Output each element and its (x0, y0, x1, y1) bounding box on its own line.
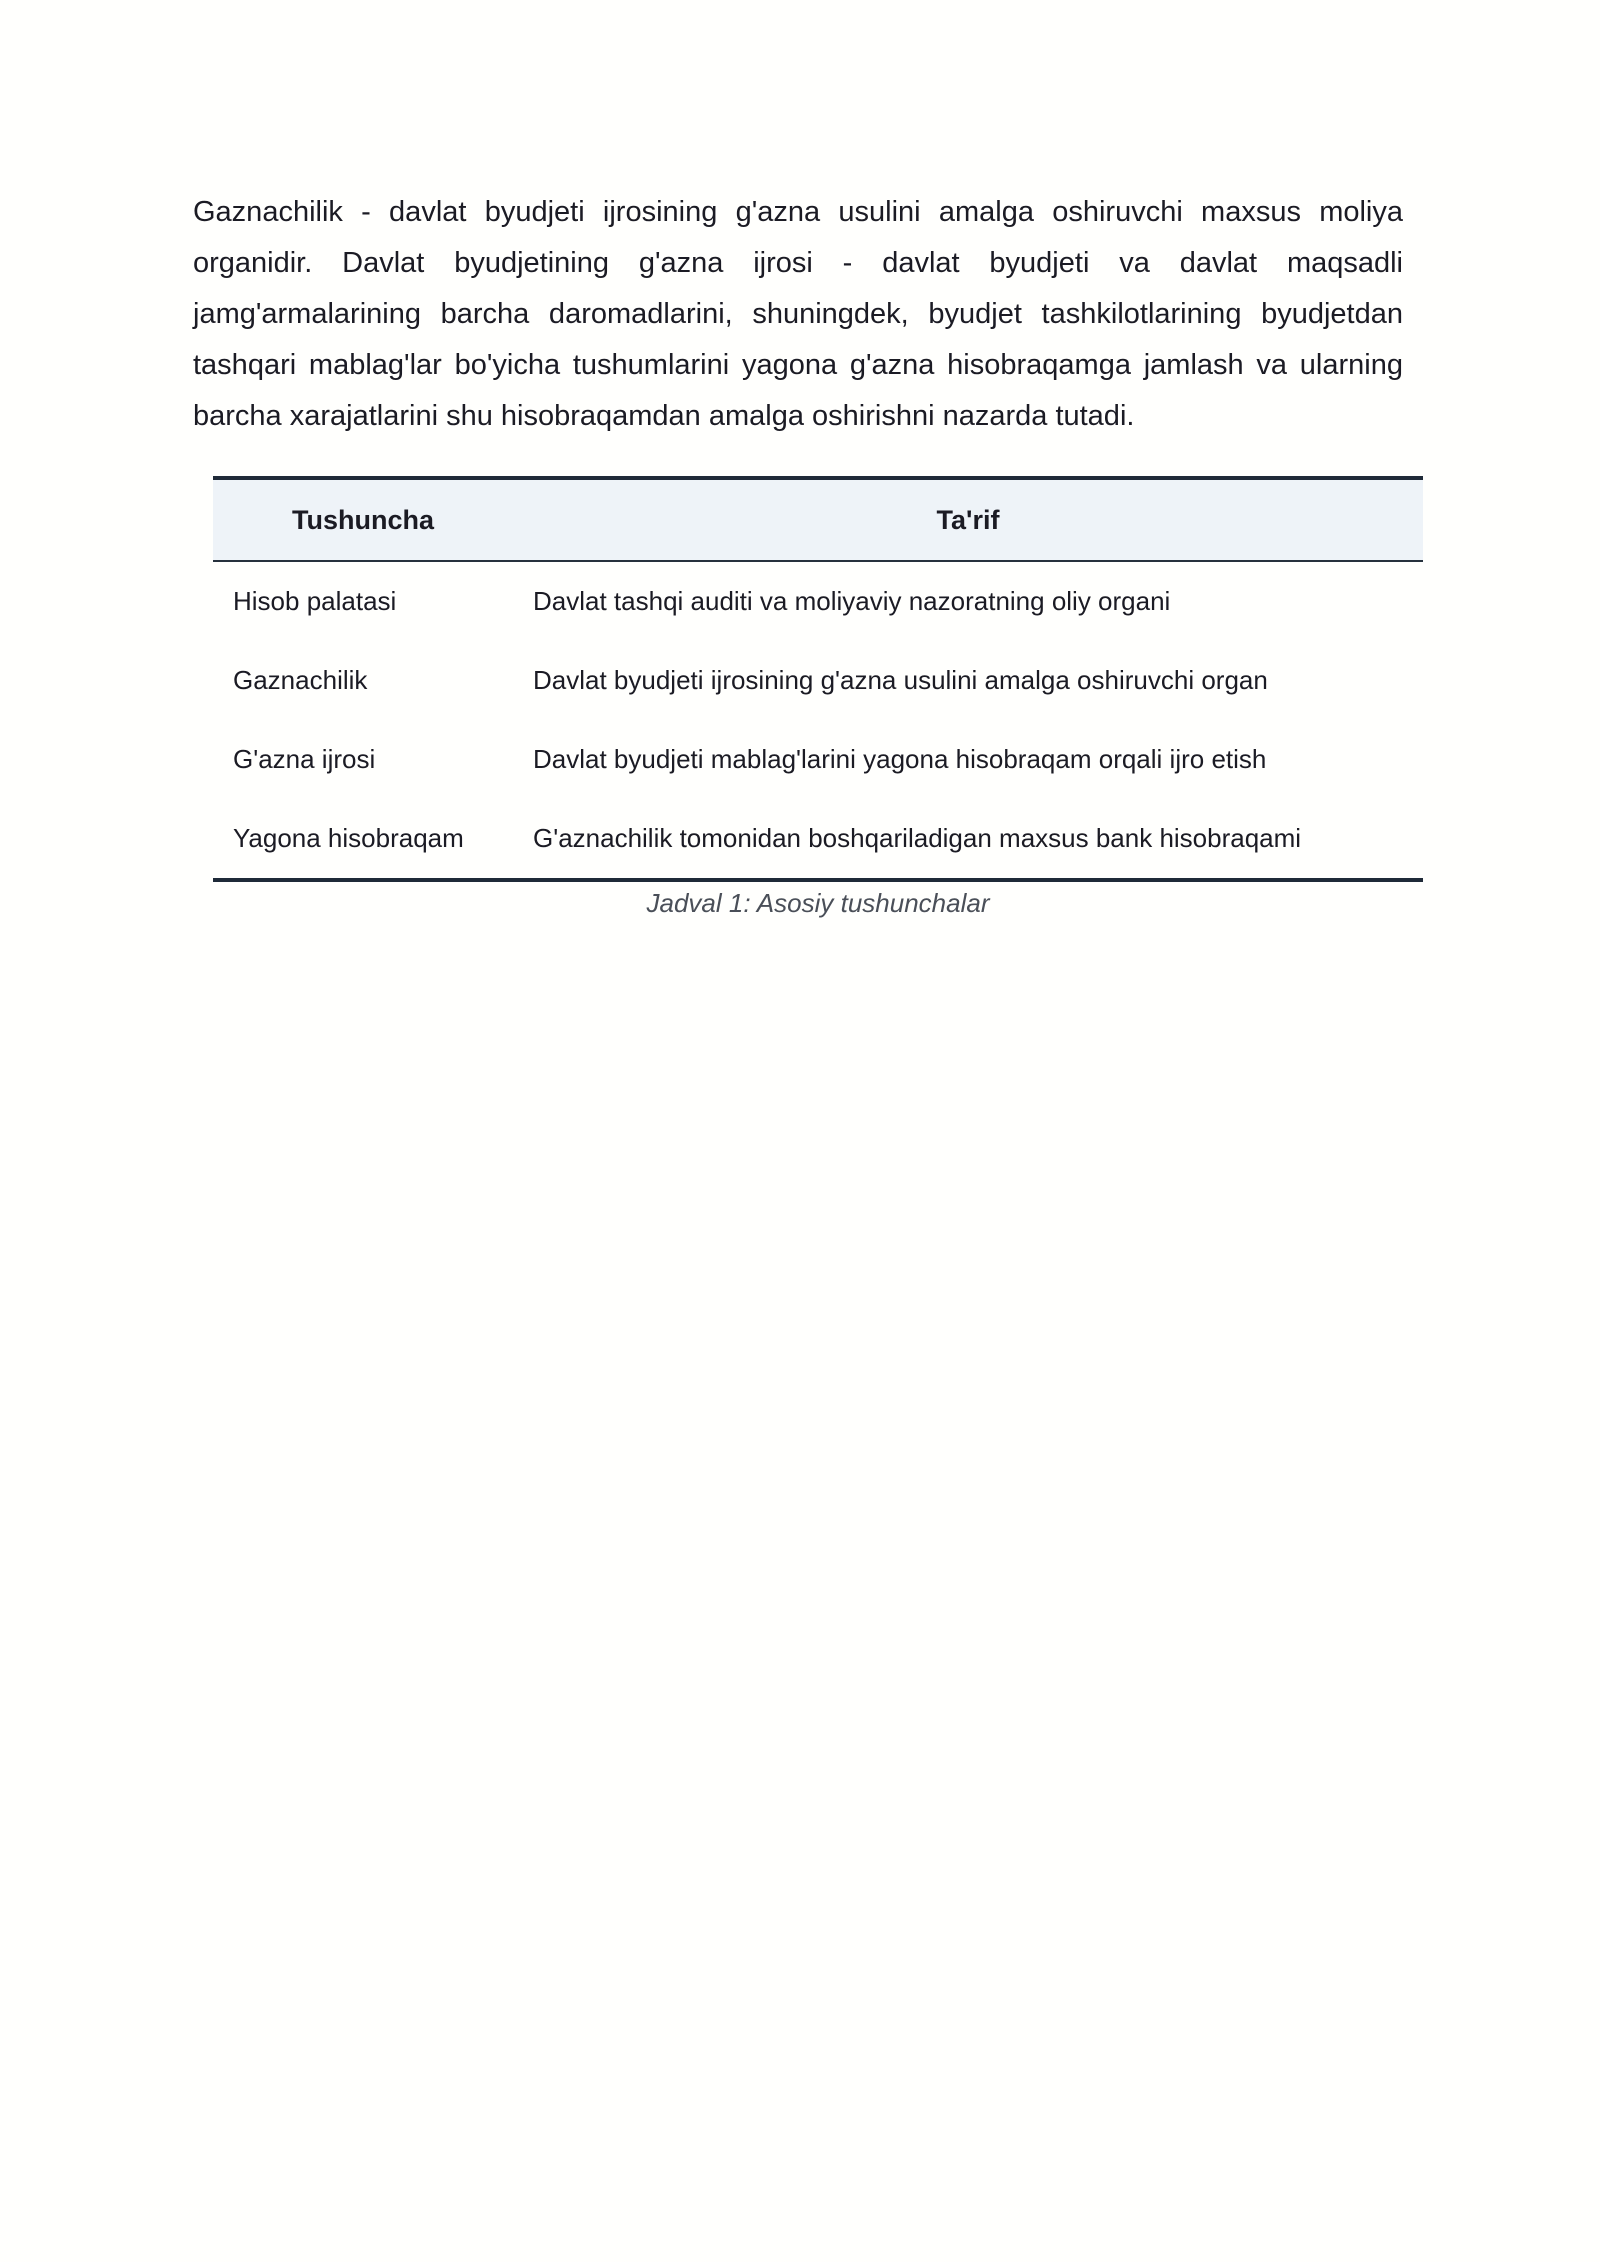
terms-table (213, 476, 1423, 882)
table-row (213, 561, 1423, 641)
header-term: Tushuncha (213, 478, 513, 561)
definition-cell: Davlat byudjeti ijrosining g'azna usulini amalga oshiruvchi organ (533, 665, 1268, 695)
definition-cell: Davlat tashqi auditi va moliyaviy nazoratning oliy organi (533, 586, 1171, 616)
table-row (213, 641, 1423, 720)
table-row (213, 720, 1423, 799)
table-row (213, 799, 1423, 880)
term-cell: Yagona hisobraqam (233, 823, 464, 853)
term-cell: Hisob palatasi (233, 586, 397, 616)
header-definition: Ta'rif (513, 478, 1423, 561)
intro-paragraph: Gaznachilik - davlat byudjeti ijrosining g'azna usulini amalga oshiruvchi maxsus moliya organidir. Davlat byudjetining g'azna ijrosi - davlat byudjeti va davlat maqsadli jamg'armalarining barcha daromadlarini, shuningdek, byudjet tashkilotlarining byudjetdan tashqari mablag'lar bo'yicha tushumlarini yagona g'azna hisobraqamga jamlash va ularning barcha xarajatlarini shu hisobraqamdan amalga oshirishni nazarda tutadi. (193, 196, 1403, 432)
term-cell: G'azna ijrosi (233, 744, 376, 774)
table-header-row (213, 478, 1423, 561)
table-caption: Jadval 1: Asosiy tushunchalar (646, 888, 990, 918)
term-cell: Gaznachilik (233, 665, 368, 695)
definition-cell: Davlat byudjeti mablag'larini yagona hisobraqam orqali ijro etish (533, 744, 1267, 774)
definition-cell: G'aznachilik tomonidan boshqariladigan maxsus bank hisobraqami (533, 823, 1302, 853)
